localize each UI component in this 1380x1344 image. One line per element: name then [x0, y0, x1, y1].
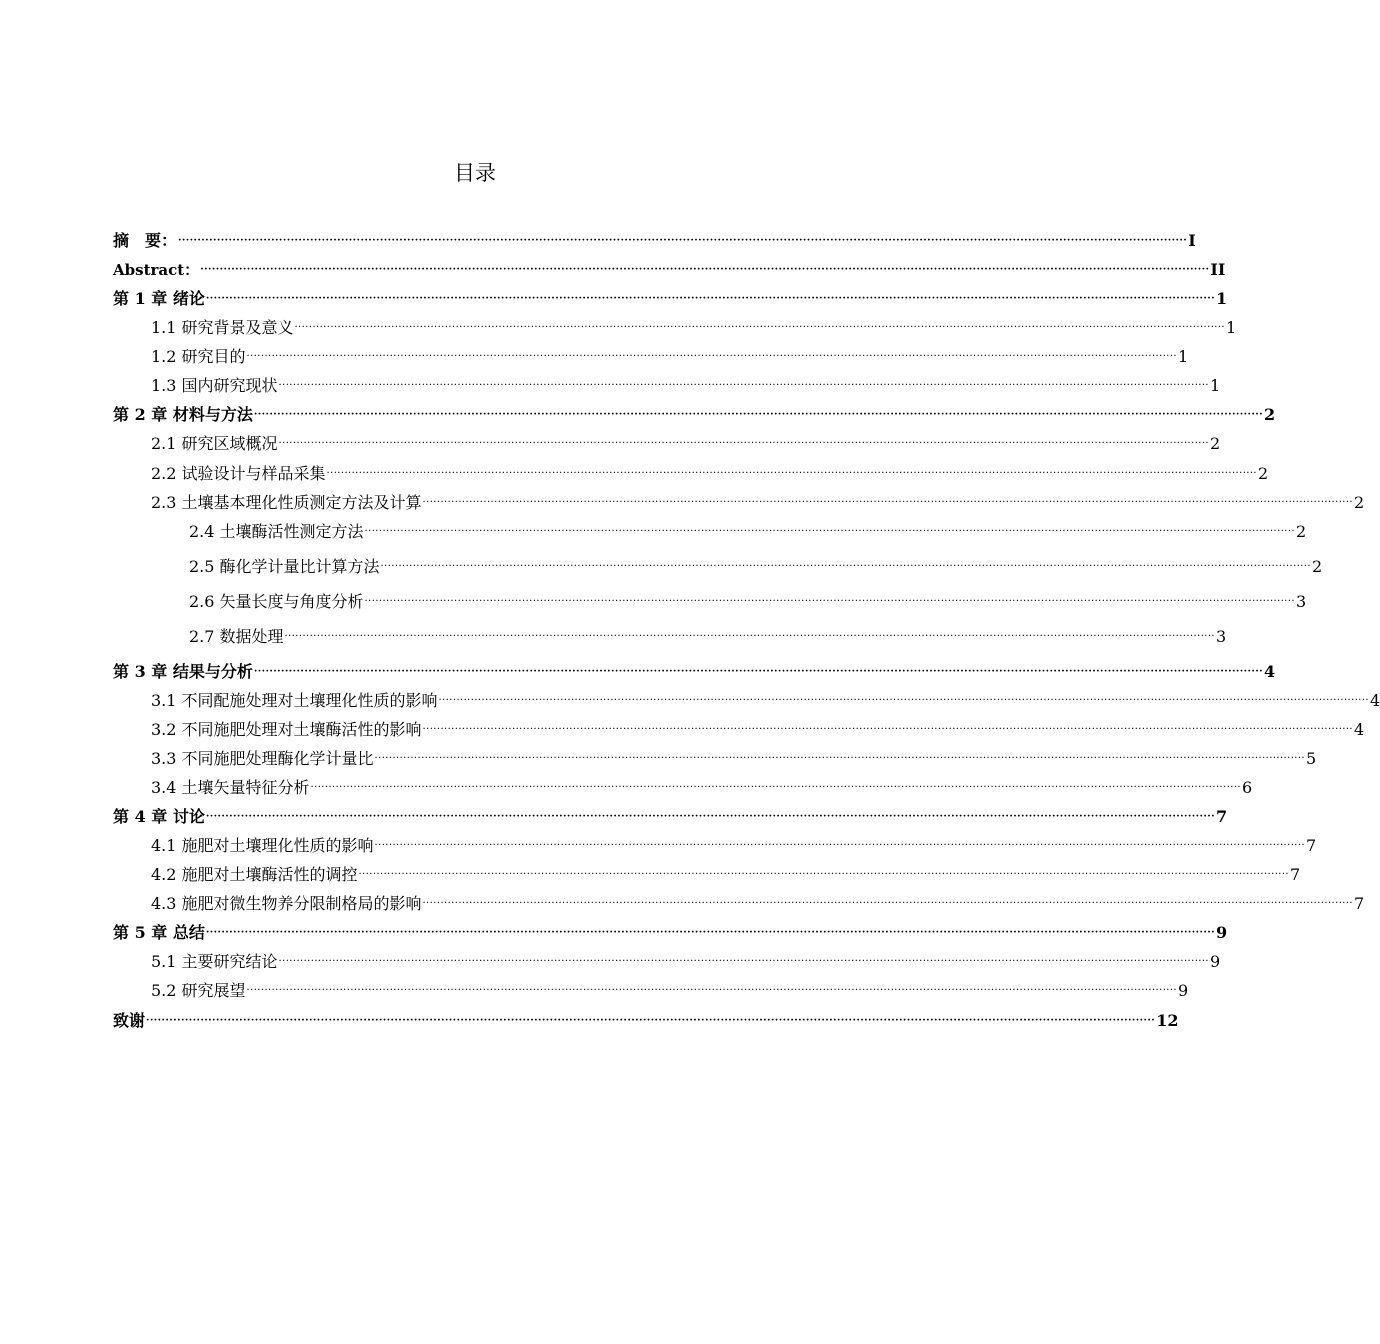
toc-entry-2-6[interactable] [189, 587, 1307, 613]
dot-leader: ···································································································································································································································································· [422, 898, 1354, 909]
toc-entry-page: 7 [1306, 836, 1317, 855]
toc-entry-label: 2.3 土壤基本理化性质测定方法及计算 [151, 493, 422, 512]
toc-entry-label: 2.2 试验设计与样品采集 [151, 464, 326, 483]
toc-entry-label: 第 1 章 绪论 [113, 289, 205, 308]
toc-entry-page: 12 [1156, 1011, 1179, 1030]
toc-entry-3-3[interactable] [151, 744, 1317, 770]
toc-entry-page: 1 [1216, 289, 1228, 308]
toc-entry-label: 2.6 矢量长度与角度分析 [189, 592, 364, 611]
toc-entry-page: 2 [1210, 434, 1221, 453]
toc-entry-page: 9 [1216, 923, 1228, 942]
toc-entry-chapter-5[interactable] [113, 918, 1228, 944]
toc-entry-page: 4 [1264, 662, 1276, 681]
toc-entry-abstract-cn[interactable] [113, 226, 1196, 252]
toc-entry-label: 摘 要： [113, 231, 178, 250]
toc-entry-label: 4.2 施肥对土壤酶活性的调控 [151, 865, 358, 884]
toc-entry-2-2[interactable] [151, 459, 1269, 485]
toc-entry-2-3[interactable] [151, 488, 1365, 514]
toc-entry-page: 4 [1370, 691, 1380, 710]
dot-leader: ···································································································································································································································································· [438, 695, 1370, 706]
dot-leader: ···································································································································································································································································· [380, 561, 1312, 572]
toc-entry-2-7[interactable] [189, 622, 1227, 648]
dot-leader: ···································································································································································································································································· [374, 840, 1306, 851]
dot-leader: ···································································································································································································································································· [146, 1015, 1156, 1026]
toc-entry-label: 2.1 研究区域概况 [151, 434, 278, 453]
toc-entry-4-1[interactable] [151, 831, 1317, 857]
toc-entry-page: 7 [1290, 865, 1301, 884]
toc-entry-page: 2 [1258, 464, 1269, 483]
toc-entry-label: 1.3 国内研究现状 [151, 376, 278, 395]
toc-entry-3-1[interactable] [151, 686, 1380, 712]
toc-entry-page: 4 [1354, 720, 1365, 739]
dot-leader: ···································································································································································································································································· [253, 409, 1264, 420]
toc-entry-label: 1.2 研究目的 [151, 347, 246, 366]
toc-entry-page: 2 [1296, 522, 1307, 541]
toc-title: 目录 [454, 161, 496, 185]
toc-entry-label: 第 5 章 总结 [113, 923, 205, 942]
dot-leader: ···································································································································································································································································· [422, 497, 1354, 508]
toc-entry-2-5[interactable] [189, 552, 1323, 578]
dot-leader: ···································································································································································································································································· [178, 235, 1188, 246]
toc-entry-page: II [1210, 260, 1226, 279]
toc-entry-label: 5.2 研究展望 [151, 981, 246, 1000]
toc-entry-1-3[interactable] [151, 371, 1221, 397]
toc-entry-3-4[interactable] [151, 773, 1253, 799]
toc-entry-page: 6 [1242, 778, 1253, 797]
toc-entry-page: 7 [1354, 894, 1365, 913]
dot-leader: ···································································································································································································································································· [364, 596, 1296, 607]
toc-entry-page: 3 [1216, 627, 1227, 646]
toc-entry-label: 2.4 土壤酶活性测定方法 [189, 522, 364, 541]
toc-entry-page: 2 [1264, 405, 1276, 424]
dot-leader: ···································································································································································································································································· [205, 927, 1216, 938]
toc-entry-page: 5 [1306, 749, 1317, 768]
toc-entry-acknowledgements[interactable] [113, 1006, 1179, 1032]
toc-entry-page: I [1188, 231, 1196, 250]
toc-entry-page: 1 [1210, 376, 1221, 395]
dot-leader: ···································································································································································································································································· [246, 985, 1178, 996]
toc-entry-label: 第 3 章 结果与分析 [113, 662, 253, 681]
toc-entry-label: 3.2 不同施肥处理对土壤酶活性的影响 [151, 720, 422, 739]
dot-leader: ···································································································································································································································································· [253, 666, 1264, 677]
toc-entry-1-2[interactable] [151, 342, 1189, 368]
toc-entry-page: 2 [1312, 557, 1323, 576]
toc-entry-label: 3.3 不同施肥处理酶化学计量比 [151, 749, 374, 768]
toc-entry-label: 4.3 施肥对微生物养分限制格局的影响 [151, 894, 422, 913]
toc-entry-label: 3.4 土壤矢量特征分析 [151, 778, 310, 797]
dot-leader: ···································································································································································································································································· [278, 438, 1210, 449]
toc-entry-chapter-3[interactable] [113, 657, 1276, 683]
dot-leader: ···································································································································································································································································· [200, 264, 1210, 275]
dot-leader: ···································································································································································································································································· [205, 293, 1216, 304]
toc-entry-label: Abstract： [113, 261, 200, 279]
toc-entry-page: 1 [1178, 347, 1189, 366]
toc-entry-label: 4.1 施肥对土壤理化性质的影响 [151, 836, 374, 855]
dot-leader: ···································································································································································································································································· [422, 724, 1354, 735]
toc-entry-chapter-4[interactable] [113, 802, 1228, 828]
dot-leader: ···································································································································································································································································· [310, 782, 1242, 793]
toc-entry-label: 5.1 主要研究结论 [151, 952, 278, 971]
toc-entry-label: 第 4 章 讨论 [113, 807, 205, 826]
toc-entry-page: 1 [1226, 318, 1237, 337]
toc-entry-abstract-en[interactable] [113, 255, 1226, 281]
toc-entry-5-2[interactable] [151, 976, 1189, 1002]
toc-entry-page: 9 [1210, 952, 1221, 971]
toc-entry-label: 第 2 章 材料与方法 [113, 405, 253, 424]
dot-leader: ···································································································································································································································································· [284, 631, 1216, 642]
toc-entry-5-1[interactable] [151, 947, 1221, 973]
toc-entry-label: 1.1 研究背景及意义 [151, 318, 294, 337]
toc-entry-chapter-1[interactable] [113, 284, 1228, 310]
dot-leader: ···································································································································································································································································· [278, 380, 1210, 391]
toc-entry-2-4[interactable] [189, 517, 1307, 543]
toc-entry-4-3[interactable] [151, 889, 1365, 915]
dot-leader: ···································································································································································································································································· [278, 956, 1210, 967]
toc-entry-label: 致谢 [113, 1011, 146, 1030]
toc-entry-3-2[interactable] [151, 715, 1365, 741]
toc-entry-2-1[interactable] [151, 429, 1221, 455]
toc-entry-page: 7 [1216, 807, 1228, 826]
toc-entry-1-1[interactable] [151, 313, 1237, 339]
toc-entry-4-2[interactable] [151, 860, 1301, 886]
toc-entry-label: 3.1 不同配施处理对土壤理化性质的影响 [151, 691, 438, 710]
dot-leader: ···································································································································································································································································· [358, 869, 1290, 880]
dot-leader: ···································································································································································································································································· [246, 351, 1178, 362]
dot-leader: ···································································································································································································································································· [374, 753, 1306, 764]
dot-leader: ···································································································································································································································································· [294, 322, 1226, 333]
toc-entry-page: 9 [1178, 981, 1189, 1000]
dot-leader: ···································································································································································································································································· [326, 468, 1258, 479]
toc-entry-label: 2.7 数据处理 [189, 627, 284, 646]
dot-leader: ···································································································································································································································································· [205, 811, 1216, 822]
toc-entry-page: 3 [1296, 592, 1307, 611]
dot-leader: ···································································································································································································································································· [364, 526, 1296, 537]
toc-entry-page: 2 [1354, 493, 1365, 512]
toc-entry-chapter-2[interactable] [113, 400, 1276, 426]
toc-entry-label: 2.5 酶化学计量比计算方法 [189, 557, 380, 576]
